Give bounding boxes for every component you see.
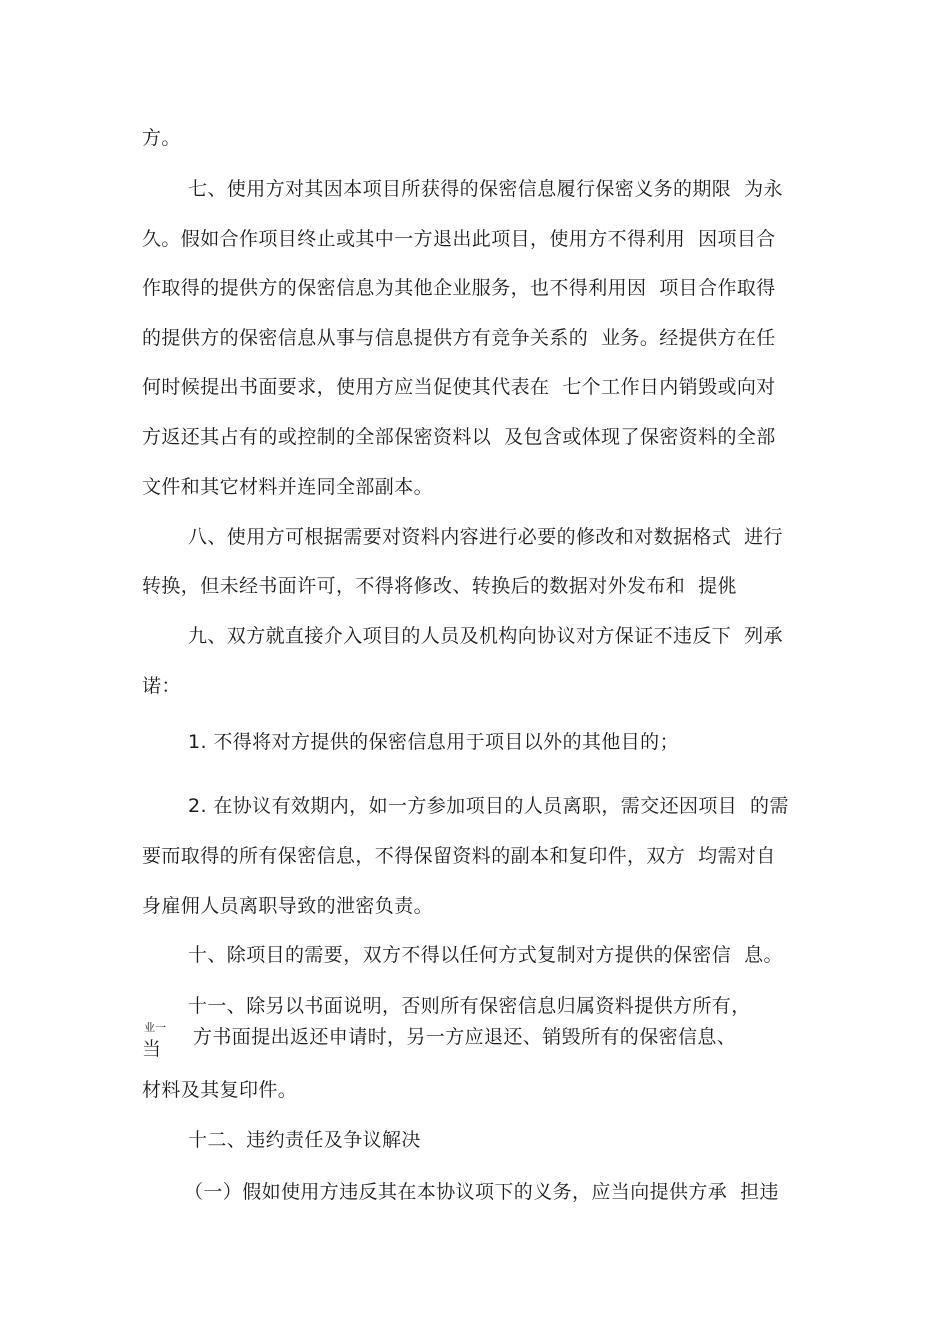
paragraph-line: 八、使用方可根据需要对资料内容进行必要的修改和对数据格式 进行	[188, 526, 783, 548]
paragraph-line: 何时候提出书面要求，使用方应当促使其代表在 七个工作日内销毁或向对	[142, 376, 776, 398]
paragraph-line: 十一、除另以书面说明，否则所有保密信息归属资料提供方所有，	[188, 995, 751, 1017]
paragraph-line: 九、双方就直接介入项目的人员及机构向协议对方保证不违反下 列承	[188, 625, 783, 647]
paragraph-line: 方书面提出返还申请时，另一方应退还、销毁所有的保密信息、	[193, 1026, 737, 1048]
paragraph-line: 方返还其占有的或控制的全部保密资料以 及包含或体现了保密资料的全部	[142, 426, 776, 448]
section-heading: 十二、违约责任及争议解决	[188, 1129, 421, 1151]
paragraph-line: 要而取得的所有保密信息，不得保留资料的副本和复印件，双方 均需对自	[142, 845, 776, 867]
paragraph-line: 诺：	[142, 675, 181, 697]
garbled-fragment: 业一	[144, 1021, 166, 1034]
paragraph-line: 转换，但未经书面许可，不得将修改、转换后的数据对外发布和 提佻	[142, 575, 737, 597]
paragraph-line: 身雇佣人员离职导致的泄密负责。	[142, 895, 434, 917]
paragraph-line: 文件和其它材料并连同全部副本。	[142, 476, 434, 498]
paragraph-line: 的提供方的保密信息从事与信息提供方有竞争关系的 业务。经提供方在任	[142, 327, 776, 349]
list-item: 2. 在协议有效期内，如一方参加项目的人员离职，需交还因项目 的需	[188, 795, 789, 817]
paragraph-line: （一）假如使用方违反其在本协议项下的义务，应当向提供方承 担违	[184, 1181, 779, 1203]
paragraph-line: 久。假如合作项目终止或其中一方退出此项目，使用方不得利用 因项目合	[142, 228, 776, 250]
paragraph-line: 作取得的提供方的保密信息为其他企业服务，也不得利用因 项目合作取得	[142, 277, 776, 299]
garbled-fragment: 当	[142, 1038, 162, 1060]
paragraph-line: 十、除项目的需要，双方不得以任何方式复制对方提供的保密信 息。	[188, 944, 783, 966]
paragraph-line: 材料及其复印件。	[142, 1079, 298, 1101]
paragraph-line: 七、使用方对其因本项目所获得的保密信息履行保密义务的期限 为永	[188, 178, 783, 200]
paragraph-line: 方。	[142, 127, 181, 149]
list-item: 1. 不得将对方提供的保密信息用于项目以外的其他目的；	[188, 731, 679, 753]
